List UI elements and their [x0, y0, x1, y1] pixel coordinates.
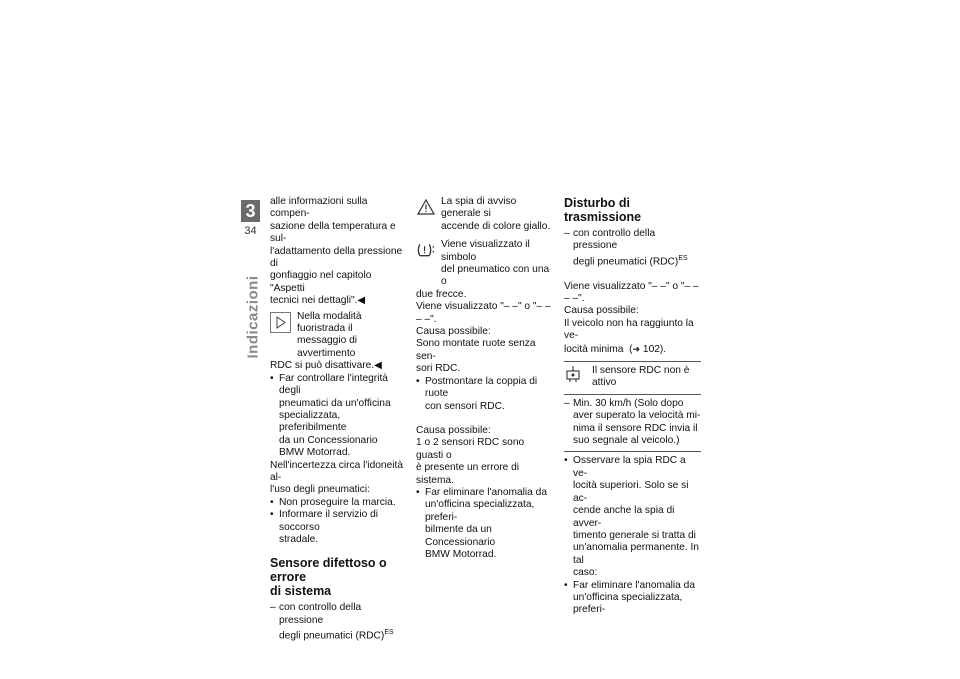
- list-line: Far eliminare l'anomalia da: [573, 579, 695, 591]
- cause-label: Causa possibile:: [564, 305, 639, 317]
- list-item: [270, 509, 407, 546]
- cause-text: locità minima: [564, 343, 624, 355]
- dash-icon: –: [270, 602, 276, 614]
- list-line: con sensori RDC.: [425, 400, 505, 412]
- bullet-icon: •: [564, 579, 568, 591]
- cause-label: Causa possibile:: [416, 424, 491, 436]
- list-line: caso:: [573, 567, 598, 579]
- column-3: [564, 196, 701, 617]
- note-line: Il sensore RDC non è: [592, 365, 690, 377]
- superscript: ES: [678, 254, 688, 262]
- dash-text: degli pneumatici (RDC): [279, 630, 385, 642]
- superscript: ES: [384, 629, 394, 637]
- bullet-icon: •: [270, 496, 274, 508]
- rdc-sensor-icon: [564, 365, 588, 390]
- note-line: aver superato la velocità mi-: [573, 410, 701, 422]
- list-item: [416, 376, 551, 413]
- list-line: pneumatici da un'officina: [279, 397, 391, 409]
- note-line: Viene visualizzato il simbolo: [441, 239, 530, 263]
- bullet-icon: •: [416, 486, 420, 498]
- dash-line: [279, 627, 407, 643]
- note-line: suo segnale al veicolo.): [573, 435, 680, 447]
- dash-item: [270, 602, 407, 643]
- note-header: [564, 362, 701, 395]
- list-item: [416, 487, 551, 561]
- note-line: La spia di avviso generale si: [441, 196, 517, 220]
- bullet-icon: •: [270, 509, 274, 521]
- dash-icon: –: [564, 228, 570, 239]
- intro-line: alle informazioni sulla compen-: [270, 196, 368, 220]
- tire-pressure-icon: [416, 240, 435, 259]
- dash-line: con controllo della pressione: [573, 228, 656, 252]
- triangle-note-icon: [270, 312, 291, 333]
- note-box: [564, 361, 701, 452]
- dash-item: [564, 398, 701, 448]
- heading-line: di sistema: [270, 584, 332, 599]
- list-line: stradale.: [279, 533, 319, 545]
- note-line: Nella modalità fuoristrada il: [297, 310, 362, 335]
- warning-note: [416, 196, 551, 233]
- heading-line: Sensore difettoso o errore: [270, 556, 387, 585]
- list-line: Far controllare l'integrità degli: [279, 372, 388, 397]
- note-line: Min. 30 km/h (Solo dopo: [573, 397, 684, 409]
- cause-line: locità minima (➜ 102).: [564, 343, 667, 355]
- section-label: Indicazioni: [244, 275, 262, 359]
- list-line: da un Concessionario: [279, 434, 378, 446]
- list-line: Far eliminare l'anomalia da: [425, 486, 547, 498]
- list-line: Informare il servizio di soccorso: [279, 509, 379, 533]
- note-line: del pneumatico con una o: [441, 264, 550, 288]
- list-item: [564, 455, 701, 579]
- list-line: timento generale si tratta di: [573, 529, 696, 541]
- note-body: [564, 395, 701, 452]
- display-line: Viene visualizzato "– –" o "– –: [564, 280, 699, 292]
- para-line: l'uso degli pneumatici:: [270, 484, 370, 496]
- list-line: locità superiori. Solo se si ac-: [573, 480, 689, 504]
- list-line: BMW Motorrad.: [279, 447, 351, 459]
- intro-line: sazione della temperatura e sul-: [270, 220, 396, 245]
- dash-item: [564, 228, 701, 269]
- cause-line: 1 o 2 sensori RDC sono guasti o: [416, 437, 525, 461]
- list-line: un'officina specializzata, preferi-: [573, 591, 683, 616]
- cause-line: Sono montate ruote senza sen-: [416, 338, 536, 362]
- list-item: [564, 580, 701, 617]
- list-line: cende anche la spia di avver-: [573, 505, 675, 529]
- note-tail: due frecce.: [416, 288, 467, 300]
- display-line: – –".: [416, 313, 437, 325]
- display-line: – –".: [564, 293, 585, 305]
- list-line: BMW Motorrad.: [425, 548, 497, 560]
- offroad-note: [270, 311, 407, 361]
- intro-line: l'adattamento della pressione di: [270, 245, 403, 270]
- para-line: Nell'incertezza circa l'idoneità al-: [270, 459, 403, 483]
- list-item: [270, 373, 407, 460]
- bullet-icon: •: [416, 375, 420, 387]
- dash-line: [573, 253, 701, 269]
- list-line: Non proseguire la marcia.: [279, 496, 396, 508]
- warning-triangle-icon: [416, 197, 435, 216]
- list-line: Postmontare la coppia di ruote: [425, 375, 538, 400]
- intro-line: tecnici nei dettagli".◀: [270, 295, 366, 307]
- note-line: accende di colore giallo.: [441, 220, 551, 232]
- cause-line: è presente un errore di sistema.: [416, 462, 520, 486]
- page-number: 34: [244, 225, 257, 237]
- page-reference[interactable]: 102).: [642, 343, 667, 355]
- dash-text: degli pneumatici (RDC): [573, 256, 679, 268]
- bullet-icon: •: [564, 455, 568, 467]
- list-line: bilmente da un Concessionario: [425, 524, 496, 548]
- cause-line: sori RDC.: [416, 363, 461, 375]
- dash-line: con controllo della pressione: [279, 602, 362, 626]
- column-2: [416, 196, 551, 561]
- display-line: Viene visualizzato "– –" o "– –: [416, 301, 551, 313]
- intro-line: gonfiaggio nel capitolo "Aspetti: [270, 270, 372, 294]
- cause-line: Il veicolo non ha raggiunto la ve-: [564, 317, 694, 342]
- column-1: [270, 196, 407, 643]
- arrow-ref-icon: ➜: [632, 343, 641, 354]
- chapter-tab: 3: [241, 200, 260, 222]
- list-line: un'anomalia permanente. In tal: [573, 542, 699, 566]
- list-line: Osservare la spia RDC a ve-: [573, 455, 686, 479]
- bullet-icon: •: [270, 372, 274, 384]
- note-line: attivo: [592, 377, 617, 389]
- dash-icon: –: [564, 397, 570, 409]
- section-heading: Disturbo di trasmissione: [564, 196, 642, 224]
- list-line: specializzata, preferibilmente: [279, 409, 347, 434]
- note-tail: RDC si può disattivare.◀: [270, 360, 383, 372]
- list-line: un'officina specializzata, preferi-: [425, 499, 535, 523]
- tpms-note: [416, 239, 551, 289]
- list-item: [270, 497, 407, 509]
- note-line: messaggio di avvertimento: [297, 335, 358, 359]
- cause-label: Causa possibile:: [416, 326, 491, 338]
- note-line: nima il sensore RDC invia il: [573, 422, 698, 434]
- section-heading: [270, 556, 407, 598]
